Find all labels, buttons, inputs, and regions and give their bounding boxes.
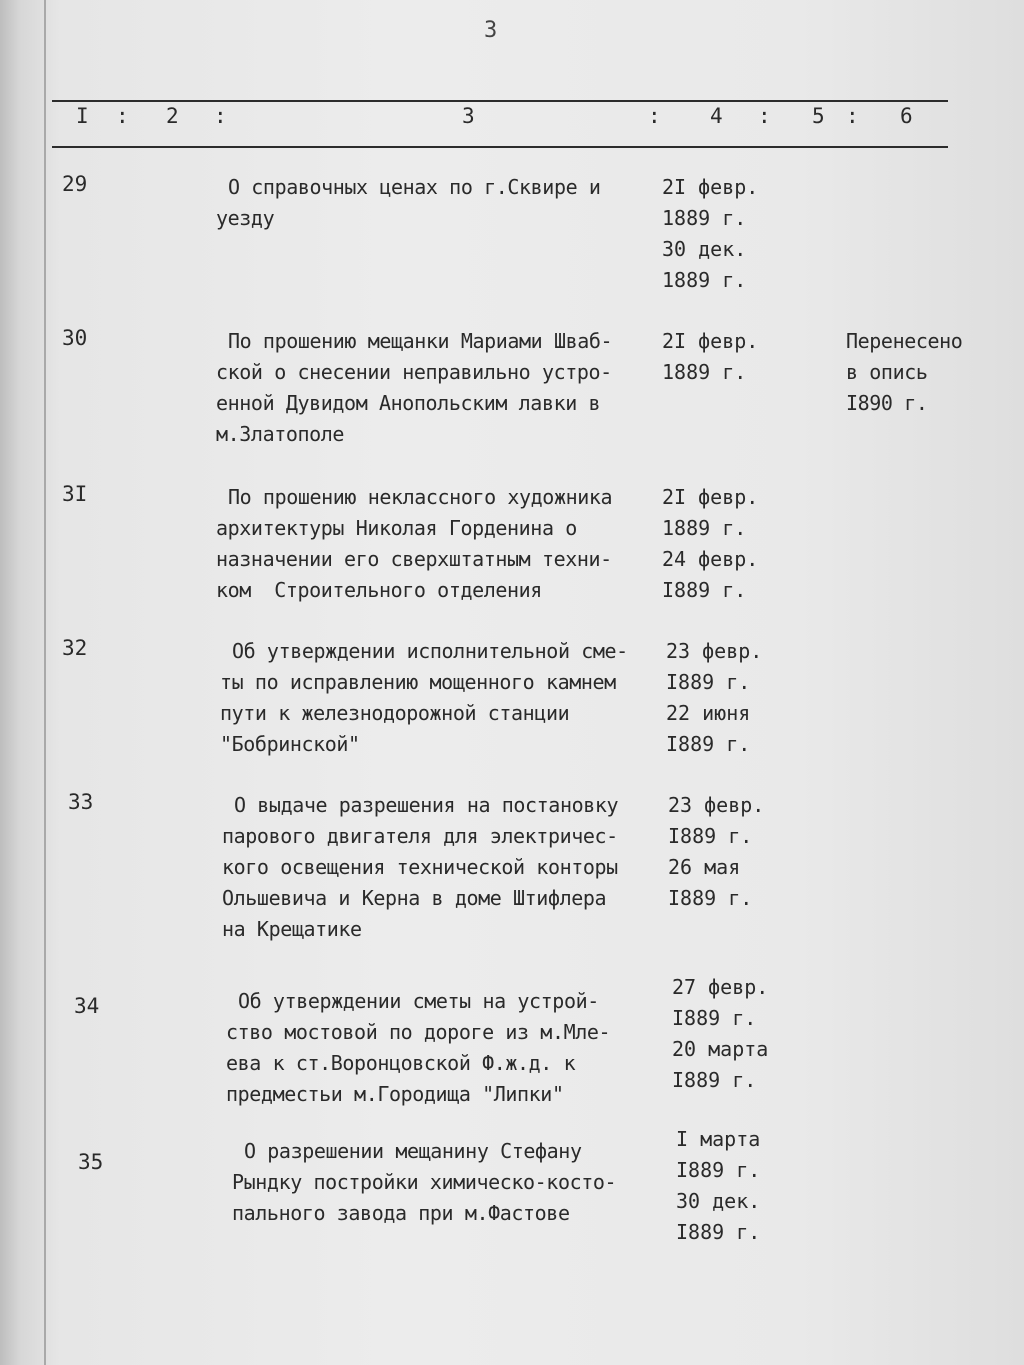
column-separator: : bbox=[758, 104, 771, 128]
row-title bbox=[226, 986, 610, 1110]
row-date-line: 1889 г. bbox=[662, 206, 747, 230]
row-title bbox=[216, 482, 612, 606]
row-title-line: ком Строительного отделения bbox=[216, 578, 542, 602]
row-title-line: м.Златополе bbox=[216, 422, 345, 446]
row-title-line: О разрешении мещанину Стефану bbox=[244, 1139, 582, 1163]
row-title-line: Ольшевича и Керна в доме Штифлера bbox=[222, 886, 607, 910]
row-date-line: I889 г. bbox=[672, 1068, 757, 1092]
row-date-line: I889 г. bbox=[672, 1006, 757, 1030]
row-dates bbox=[662, 172, 758, 296]
row-date-line: I889 г. bbox=[676, 1220, 761, 1244]
row-date-line: 23 февр. bbox=[666, 639, 763, 663]
row-date-line: 2I февр. bbox=[662, 175, 759, 199]
row-note bbox=[846, 326, 962, 419]
binding-edge bbox=[44, 0, 46, 1365]
row-date-line: 1889 г. bbox=[662, 268, 747, 292]
row-date-line: I889 г. bbox=[676, 1158, 761, 1182]
row-title-line: Об утверждении исполнительной сме- bbox=[232, 639, 628, 663]
row-date-line: 2I февр. bbox=[662, 485, 759, 509]
column-separator: : bbox=[846, 104, 859, 128]
row-title-line: уезду bbox=[216, 206, 275, 230]
row-date-line: 30 дек. bbox=[662, 237, 747, 261]
table-header-top-rule bbox=[52, 100, 948, 102]
column-header-1: I bbox=[76, 104, 89, 128]
row-title-line: назначении его сверхштатным техни- bbox=[216, 547, 612, 571]
row-title-line: По прошению мещанки Мариами Шваб- bbox=[228, 329, 613, 353]
row-number: 29 bbox=[62, 172, 88, 196]
row-dates bbox=[672, 972, 768, 1096]
column-header-6: 6 bbox=[900, 104, 913, 128]
row-date-line: 22 июня bbox=[666, 701, 751, 725]
row-dates bbox=[662, 482, 758, 606]
row-dates bbox=[666, 636, 762, 760]
column-header-5: 5 bbox=[812, 104, 825, 128]
page-number: 3 bbox=[484, 18, 498, 43]
row-date-line: 30 дек. bbox=[676, 1189, 761, 1213]
row-title-line: ты по исправлению мощенного камнем bbox=[220, 670, 616, 694]
row-date-line: 27 февр. bbox=[672, 975, 769, 999]
table-header-bottom-rule bbox=[52, 146, 948, 148]
row-number: 30 bbox=[62, 326, 88, 350]
row-title-line: пального завода при м.Фастове bbox=[232, 1201, 570, 1225]
row-date-line: I889 г. bbox=[668, 886, 753, 910]
row-dates bbox=[668, 790, 764, 914]
row-title-line: парового двигателя для электричес- bbox=[222, 824, 618, 848]
row-title-line: О справочных ценах по г.Сквире и bbox=[228, 175, 601, 199]
row-title-line: енной Дувидом Анопольским лавки в bbox=[216, 391, 601, 415]
row-date-line: 1889 г. bbox=[662, 360, 747, 384]
row-title-line: Об утверждении сметы на устрой- bbox=[238, 989, 599, 1013]
column-separator: : bbox=[648, 104, 661, 128]
row-dates bbox=[676, 1124, 760, 1248]
row-title-line: ской о снесении неправильно устро- bbox=[216, 360, 612, 384]
row-number: 3I bbox=[62, 482, 88, 506]
row-title bbox=[216, 172, 601, 234]
column-separator: : bbox=[116, 104, 129, 128]
column-header-3: 3 bbox=[462, 104, 475, 128]
row-title-line: "Бобринской" bbox=[220, 732, 360, 756]
row-date-line: 20 марта bbox=[672, 1037, 769, 1061]
row-title bbox=[220, 636, 628, 760]
row-date-line: 24 февр. bbox=[662, 547, 759, 571]
row-title-line: О выдаче разрешения на постановку bbox=[234, 793, 619, 817]
row-title-line: пути к железнодорожной станции bbox=[220, 701, 570, 725]
row-date-line: 23 февр. bbox=[668, 793, 765, 817]
column-header-2: 2 bbox=[166, 104, 179, 128]
row-title-line: Рындку постройки химическо-косто- bbox=[232, 1170, 617, 1194]
row-date-line: I марта bbox=[676, 1127, 761, 1151]
row-dates bbox=[662, 326, 758, 388]
row-title-line: ева к ст.Воронцовской Ф.ж.д. к bbox=[226, 1051, 576, 1075]
row-title-line: кого освещения технической конторы bbox=[222, 855, 618, 879]
row-number: 34 bbox=[74, 994, 100, 1018]
row-note-line: в опись bbox=[846, 360, 928, 384]
row-date-line: I889 г. bbox=[662, 578, 747, 602]
row-date-line: I889 г. bbox=[668, 824, 753, 848]
column-separator: : bbox=[214, 104, 227, 128]
row-title-line: предместьи м.Городища "Липки" bbox=[226, 1082, 564, 1106]
row-date-line: 1889 г. bbox=[662, 516, 747, 540]
row-title bbox=[216, 326, 612, 450]
row-date-line: 26 мая bbox=[668, 855, 741, 879]
row-note-line: I890 г. bbox=[846, 391, 928, 415]
row-number: 35 bbox=[78, 1150, 104, 1174]
row-date-line: I889 г. bbox=[666, 732, 751, 756]
row-title-line: на Крещатике bbox=[222, 917, 362, 941]
row-date-line: 2I февр. bbox=[662, 329, 759, 353]
row-number: 32 bbox=[62, 636, 88, 660]
row-title bbox=[222, 790, 618, 945]
row-number: 33 bbox=[68, 790, 94, 814]
row-title-line: архитектуры Николая Горденина о bbox=[216, 516, 577, 540]
column-header-4: 4 bbox=[710, 104, 723, 128]
row-title bbox=[232, 1136, 616, 1229]
row-note-line: Перенесено bbox=[846, 329, 963, 353]
row-title-line: ство мостовой по дороге из м.Мле- bbox=[226, 1020, 611, 1044]
row-date-line: I889 г. bbox=[666, 670, 751, 694]
row-title-line: По прошению неклассного художника bbox=[228, 485, 613, 509]
